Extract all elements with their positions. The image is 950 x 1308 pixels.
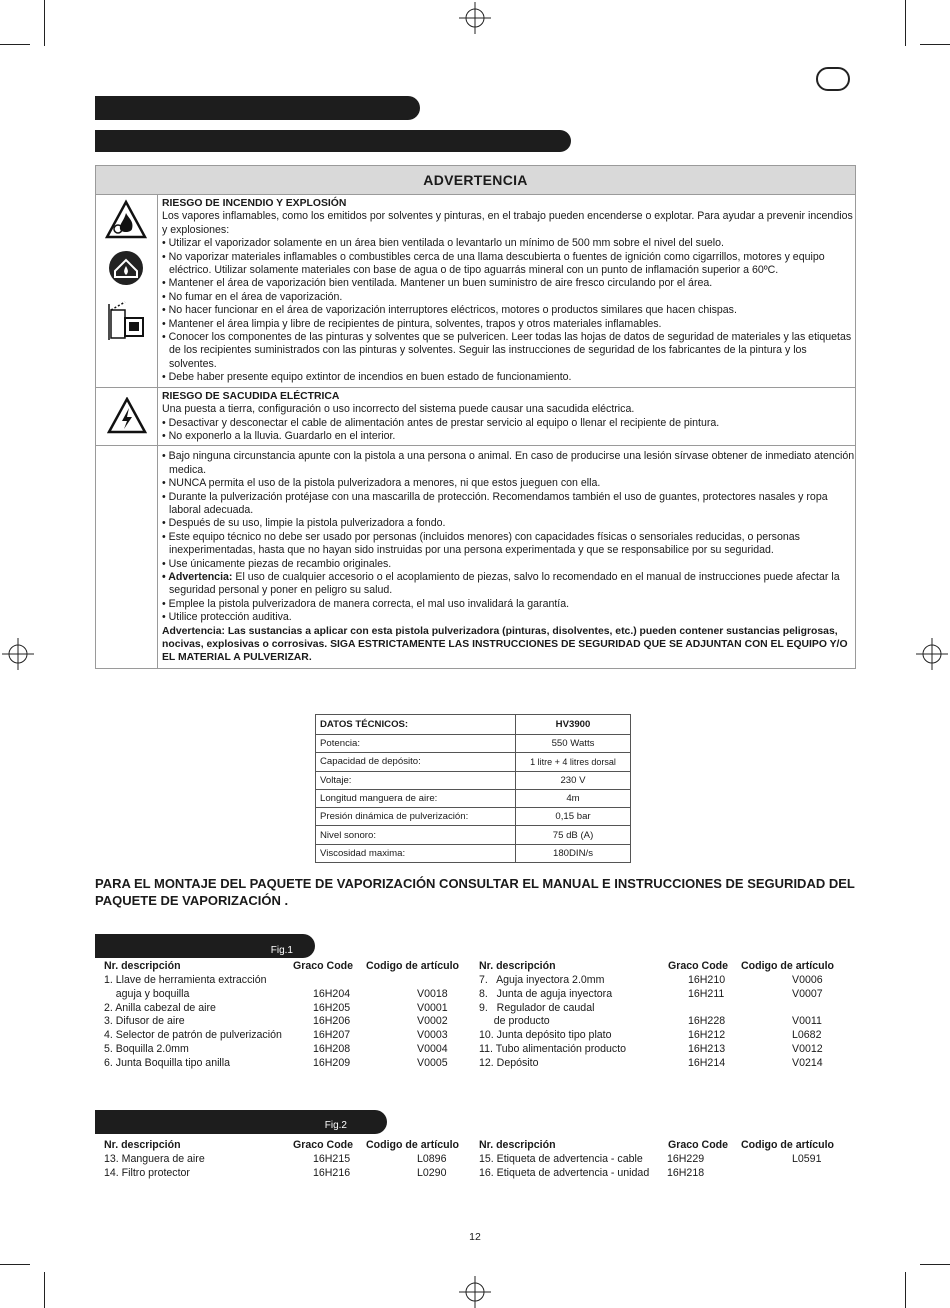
part-description: aguja y boquilla (104, 987, 190, 1000)
ventilation-icon (107, 300, 147, 344)
part-row (479, 1153, 859, 1167)
electric-intro: Una puesta a tierra, configuración o uso incorrecto del sistema puede causar una sacudida eléctrica. (162, 403, 635, 416)
general-section (96, 446, 855, 668)
fire-item: • Conocer los componentes de las pinturas y solventes que se pulvericen. Leer todas las hojas de datos de seguridad de materiales y las etiquetas de los recipientes suministrados con las pinturas y solventes. Seguir las instrucciones de seguridad de los fabricantes de la pintura y los solventes. (162, 331, 852, 370)
spec-row (316, 789, 631, 807)
col-desc: Nr. descripción (479, 1139, 556, 1151)
col-graco: Graco Code (293, 1139, 354, 1151)
electric-section (96, 388, 855, 447)
fire-icons (96, 195, 158, 387)
part-description: 11. Tubo alimentación producto (479, 1042, 627, 1055)
part-graco-code: 16H214 (688, 1056, 726, 1069)
part-graco-code: 16H206 (313, 1015, 351, 1028)
part-graco-code: 16H228 (688, 1015, 726, 1028)
part-article-code: L0290 (417, 1166, 447, 1179)
part-description: 6. Junta Boquilla tipo anilla (104, 1056, 231, 1069)
part-description: de producto (479, 1015, 550, 1028)
spec-value: 1 litre + 4 litres dorsal (516, 753, 631, 771)
fire-heading: RIESGO DE INCENDIO Y EXPLOSIÓN (162, 198, 347, 209)
spec-value: 4m (516, 789, 631, 807)
part-graco-code: 16H229 (667, 1153, 705, 1165)
part-graco-code: 16H204 (313, 987, 351, 1000)
fig2-bar (95, 1110, 387, 1134)
registration-mark-right (916, 638, 948, 670)
part-row (104, 1057, 474, 1071)
general-item: • Bajo ninguna circunstancia apunte con la pistola a una persona o animal. En caso de producirse una lesión sírvase obtener de inmediato atención medica. (162, 450, 855, 476)
fire-intro: Los vapores inflamables, como los emitidos por solventes y pinturas, en el trabajo pueden encenderse o explotar. Para ayudar a prevenir incendios y explosiones: (162, 210, 853, 236)
col-art: Codigo de artículo (366, 1139, 459, 1151)
fire-item: • Debe haber presente equipo extintor de incendios en buen estado de funcionamiento. (162, 371, 572, 384)
part-description: 15. Etiqueta de advertencia - cable (479, 1153, 643, 1165)
part-graco-code: 16H218 (667, 1166, 705, 1179)
spec-value: 230 V (516, 771, 631, 789)
registration-mark-bottom (459, 1276, 491, 1308)
spec-value: 180DIN/s (516, 844, 631, 862)
no-flame-icon (107, 249, 145, 287)
spec-row (316, 753, 631, 771)
fire-section (96, 195, 855, 388)
part-article-code: L0591 (792, 1153, 822, 1165)
part-graco-code: 16H216 (313, 1166, 351, 1179)
part-article-code: V0007 (792, 987, 823, 1000)
part-description: 14. Filtro protector (104, 1166, 190, 1179)
part-graco-code: 16H208 (313, 1042, 351, 1055)
part-row (479, 988, 859, 1002)
spec-label: Viscosidad maxima: (316, 844, 516, 862)
part-description: 12. Depósito (479, 1056, 539, 1069)
part-article-code: L0682 (792, 1029, 822, 1042)
part-description: 8. Junta de aguja inyectora (479, 987, 613, 1000)
general-item: • Durante la pulverización protéjase con una mascarilla de protección. Recomendamos también el uso de guantes, protectores nasales y ropa laboral adecuada. (162, 490, 828, 516)
general-item: • Emplee la pistola pulverizadora de manera correcta, el mal uso invalidará la garantía. (162, 597, 570, 610)
fire-item: • Mantener el área de vaporización bien ventilada. Mantener un buen suministro de aire fresco circulando por el área. (162, 277, 713, 290)
part-row (104, 988, 474, 1002)
part-article-code: L0896 (417, 1153, 447, 1165)
part-article-code: V0011 (792, 1015, 822, 1028)
part-graco-code: 16H210 (688, 974, 726, 986)
electric-heading: RIESGO DE SACUDIDA ELÉCTRICA (162, 390, 340, 402)
spec-row (316, 771, 631, 789)
part-graco-code: 16H207 (313, 1029, 351, 1042)
fig1-bar (95, 934, 315, 958)
part-row (104, 1043, 474, 1057)
electric-icons (96, 388, 158, 446)
spec-row (316, 844, 631, 862)
general-item: • Después de su uso, limpie la pistola pulverizadora a fondo. (162, 517, 446, 530)
spec-row (316, 808, 631, 826)
part-article-code: V0002 (417, 1015, 448, 1028)
part-description: 13. Manguera de aire (104, 1153, 205, 1165)
spec-label: Voltaje: (316, 771, 516, 789)
spec-value: 0,15 bar (516, 808, 631, 826)
col-art: Codigo de artículo (741, 960, 834, 972)
fire-item: • No hacer funcionar en el área de vaporización interruptores eléctricos, motores o productos similares que hacen chispas. (162, 304, 737, 317)
fire-item: • No fumar en el área de vaporización. (162, 290, 343, 303)
col-desc: Nr. descripción (479, 960, 556, 972)
general-item: • NUNCA permita el uso de la pistola pulverizadora a menores, ni que estos jueguen con ella. (162, 477, 601, 490)
warning-box (95, 165, 856, 669)
advertencia-text: El uso de cualquier accesorio o el acoplamiento de piezas, salvo lo recomendado en el manual de instrucciones puede afectar la seguridad personal y poner en peligro su salud. (169, 570, 840, 597)
spec-label: Nivel sonoro: (316, 826, 516, 844)
part-article-code: V0005 (417, 1056, 448, 1069)
part-description: 1. Llave de herramienta extracción (104, 974, 267, 986)
electric-shock-icon (107, 397, 147, 435)
general-item (162, 571, 855, 598)
part-description: 7. Aguja inyectora 2.0mm (479, 974, 605, 986)
warning-title: ADVERTENCIA (96, 166, 855, 195)
fire-item: • Utilizar el vaporizador solamente en un área bien ventilada o levantarlo un mínimo de 500 mm sobre el nivel del suelo. (162, 237, 724, 250)
fig1-label: Fig.1 (270, 945, 293, 956)
general-item: • Use únicamente piezas de recambio originales. (162, 557, 392, 570)
part-description: 16. Etiqueta de advertencia - unidad (479, 1166, 650, 1179)
page-number: 12 (469, 1231, 481, 1243)
part-article-code: V0006 (792, 974, 823, 986)
fig1-parts-left (104, 960, 474, 1071)
fig2-label: Fig.2 (324, 1120, 347, 1131)
part-row (479, 1057, 859, 1071)
part-row (479, 1002, 859, 1016)
general-text (158, 446, 855, 668)
fire-item: • No vaporizar materiales inflamables o combustibles cerca de una llama descubierta o fuentes de ignición como cigarrillos, motores y equipo eléctrico. Utilizar solamente materiales con base de agua o de tipo aguarrás mineral con un punto de inflamación superior a 60ºC. (162, 250, 825, 277)
fire-item: • Mantener el área limpia y libre de recipientes de pintura, solventes, trapos y otros materiales inflamables. (162, 317, 662, 330)
spec-value: 75 dB (A) (516, 826, 631, 844)
fig1-parts-right (479, 960, 859, 1071)
part-graco-code: 16H213 (688, 1042, 726, 1055)
part-description: 10. Junta depósito tipo plato (479, 1029, 612, 1042)
part-row (104, 1015, 474, 1029)
part-description: 2. Anilla cabezal de aire (104, 1001, 216, 1014)
electric-text (158, 388, 855, 446)
part-graco-code: 16H211 (688, 987, 725, 1000)
part-article-code: V0214 (792, 1056, 823, 1069)
part-row (479, 974, 859, 988)
part-article-code: V0018 (417, 987, 448, 1000)
part-graco-code: 16H212 (688, 1029, 726, 1042)
part-row (104, 1029, 474, 1043)
electric-item: • Desactivar y desconectar el cable de alimentación antes de prestar servicio al equipo o llenar el recipiente de pintura. (162, 416, 720, 429)
general-item: • Utilice protección auditiva. (162, 611, 292, 624)
part-article-code: V0001 (417, 1001, 448, 1014)
part-description: 9. Regulador de caudal (479, 1001, 595, 1014)
part-graco-code: 16H209 (313, 1056, 351, 1069)
header-bar-1 (95, 96, 420, 120)
spec-row (316, 826, 631, 844)
general-item: • Este equipo técnico no debe ser usado por personas (incluidos menores) con capacidades físicas o sensoriales reducidas, o personas inexperimentadas, hasta que no hayan sido instruidas por una persona experimentada y que se responsabilice por su seguridad. (162, 530, 800, 557)
registration-mark-top (459, 2, 491, 34)
col-graco: Graco Code (668, 1139, 729, 1151)
part-row (479, 1043, 859, 1057)
part-graco-code: 16H205 (313, 1001, 351, 1014)
col-graco: Graco Code (293, 960, 354, 972)
flammable-warning-icon (105, 199, 147, 241)
col-art: Codigo de artículo (366, 960, 459, 972)
spec-label: Presión dinámica de pulverización: (316, 808, 516, 826)
col-desc: Nr. descripción (104, 960, 181, 972)
part-article-code: V0003 (417, 1029, 448, 1042)
part-row (479, 1015, 859, 1029)
electric-item: • No exponerlo a la lluvia. Guardarlo en el interior. (162, 429, 396, 442)
fire-text (158, 195, 855, 387)
spec-value: 550 Watts (516, 735, 631, 753)
spec-table (315, 714, 631, 863)
spec-label: Potencia: (316, 735, 516, 753)
part-description: 5. Boquilla 2.0mm (104, 1042, 189, 1055)
spec-header-label: DATOS TÉCNICOS: (316, 715, 516, 735)
spec-row (316, 735, 631, 753)
advertencia-label: • Advertencia: (162, 570, 233, 583)
part-row (479, 1167, 859, 1181)
spec-header-model: HV3900 (516, 715, 631, 735)
col-graco: Graco Code (668, 960, 729, 972)
spec-label: Capacidad de depósito: (316, 753, 516, 771)
part-row (104, 1153, 474, 1167)
part-article-code: V0012 (792, 1042, 823, 1055)
fig2-parts-right (479, 1139, 859, 1181)
registration-mark-left (2, 638, 34, 670)
col-desc: Nr. descripción (104, 1139, 181, 1151)
part-row (104, 1002, 474, 1016)
part-article-code: V0004 (417, 1042, 448, 1055)
spec-label: Longitud manguera de aire: (316, 789, 516, 807)
part-row (479, 1029, 859, 1043)
header-bar-2 (95, 130, 571, 152)
part-graco-code: 16H215 (313, 1153, 351, 1165)
fig2-parts-left (104, 1139, 474, 1181)
part-row (104, 974, 474, 988)
col-art: Codigo de artículo (741, 1139, 834, 1151)
part-description: 3. Difusor de aire (104, 1015, 185, 1028)
part-row (104, 1167, 474, 1181)
final-warning: Advertencia: Las sustancias a aplicar con esta pistola pulverizadora (pinturas, disolventes, etc.) pueden contener sustancias peligrosas, nocivas, explosivas o corrosivas. SIGA ESTRICTAMENTE LAS INSTRUCCIONES DE SEGURIDAD QUE SE ADJUNTAN CON EL EQUIPO Y/O EL MATERIAL A PULVERIZAR. (162, 625, 848, 664)
assembly-notice: PARA EL MONTAJE DEL PAQUETE DE VAPORIZACIÓN CONSULTAR EL MANUAL E INSTRUCCIONES DE SEGURIDAD DEL PAQUETE DE VAPORIZACIÓN . (95, 876, 855, 908)
language-badge (816, 67, 850, 91)
part-description: 4. Selector de patrón de pulverización (104, 1029, 282, 1042)
